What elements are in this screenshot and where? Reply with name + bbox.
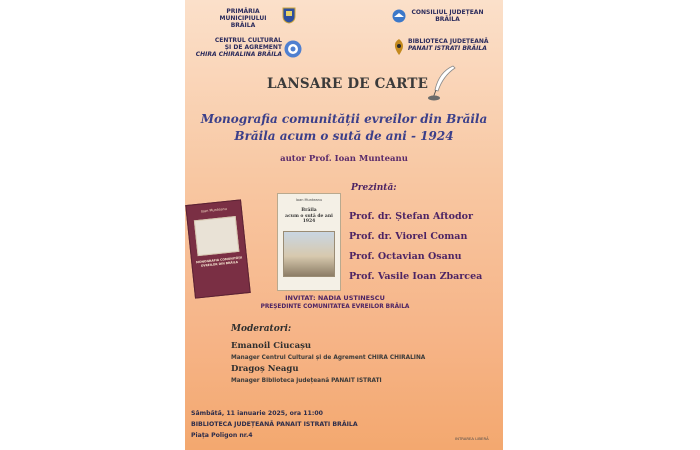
quill-icon bbox=[425, 64, 457, 102]
event-address: Piața Poligon nr.4 bbox=[191, 432, 253, 439]
book-title-1: Monografia comunității evreilor din Brăila bbox=[200, 112, 488, 126]
moderator-2-name: Dragoș Neagu bbox=[231, 364, 299, 374]
cover-right-title-1: Brăila bbox=[301, 208, 317, 213]
org-consiliul bbox=[410, 9, 485, 23]
cover-right-title-3: 1924 bbox=[302, 219, 316, 224]
moderators-label: Moderatori: bbox=[231, 324, 292, 334]
org-centrul-line1: CENTRUL CULTURAL bbox=[214, 37, 282, 44]
consiliul-logo-icon bbox=[392, 9, 406, 23]
org-primaria-line1: PRIMĂRIA bbox=[226, 8, 260, 15]
speaker-3: Prof. Octavian Osanu bbox=[349, 251, 462, 262]
org-centrul-line2: ȘI DE AGREMENT bbox=[224, 44, 282, 51]
book-cover-left bbox=[185, 199, 251, 298]
cover-left-photo bbox=[194, 216, 240, 256]
speaker-2: Prof. dr. Viorel Coman bbox=[349, 231, 468, 242]
org-consiliul-line2: BRĂILA bbox=[435, 16, 460, 23]
cover-left-title: MONOGRAFIA COMUNITĂȚII EVREILOR DIN BRĂILA bbox=[195, 255, 243, 268]
speaker-1: Prof. dr. Ștefan Aftodor bbox=[349, 211, 473, 222]
event-venue bbox=[191, 421, 358, 428]
invited-role: PREȘEDINTE COMUNITATEA EVREILOR BRĂILA bbox=[260, 304, 410, 310]
event-date: Sâmbătă, 11 ianuarie 2025, ora 11:00 bbox=[191, 410, 323, 417]
presenters-label: Prezintă: bbox=[351, 183, 397, 193]
biblioteca-logo-icon bbox=[392, 38, 406, 56]
book-title-2: Brăila acum o sută de ani - 1924 bbox=[234, 129, 454, 143]
cover-right-title bbox=[278, 208, 340, 225]
org-centrul bbox=[190, 37, 282, 58]
cover-left-author: Ioan Munteanu bbox=[200, 206, 228, 214]
author-line: autor Prof. Ioan Munteanu bbox=[280, 154, 408, 164]
org-primaria-line2: MUNICIPIULUI BRĂILA bbox=[219, 15, 267, 29]
moderator-1-role: Manager Centrul Cultural și de Agrement CHIRA CHIRALINA bbox=[231, 355, 426, 361]
cover-right-author: Ioan Munteanu bbox=[295, 198, 323, 202]
primaria-crest-icon bbox=[282, 7, 296, 24]
cover-right-title-2: acum o sută de ani bbox=[285, 213, 333, 219]
cover-right-photo bbox=[283, 231, 335, 277]
moderator-2-role: Manager Biblioteca județeană PANAIT ISTRATI bbox=[231, 378, 382, 384]
org-biblioteca bbox=[408, 38, 498, 52]
free-entry-note: INTRAREA LIBERĂ bbox=[455, 436, 489, 441]
org-biblioteca-line1: BIBLIOTECA JUDEȚEANĂ bbox=[408, 38, 489, 45]
org-centrul-line3: CHIRA CHIRALINA BRĂILA bbox=[195, 51, 282, 58]
event-title: LANSARE DE CARTE bbox=[267, 76, 429, 92]
centrul-logo-icon bbox=[284, 40, 302, 58]
org-primaria bbox=[213, 8, 273, 29]
event-venue-text: BIBLIOTECA JUDEȚEANĂ PANAIT ISTRATI BRĂILA bbox=[191, 421, 358, 428]
org-consiliul-line1: CONSILIUL JUDEȚEAN bbox=[411, 9, 484, 16]
poster bbox=[185, 0, 503, 450]
org-biblioteca-line2: PANAIT ISTRATI BRĂILA bbox=[408, 45, 487, 52]
moderator-1-name: Emanoil Ciucașu bbox=[231, 341, 312, 351]
book-cover-right bbox=[277, 193, 341, 291]
speaker-4: Prof. Vasile Ioan Zbarcea bbox=[349, 271, 483, 282]
invited-name: INVITAT: NADIA USTINESCU bbox=[285, 294, 385, 302]
